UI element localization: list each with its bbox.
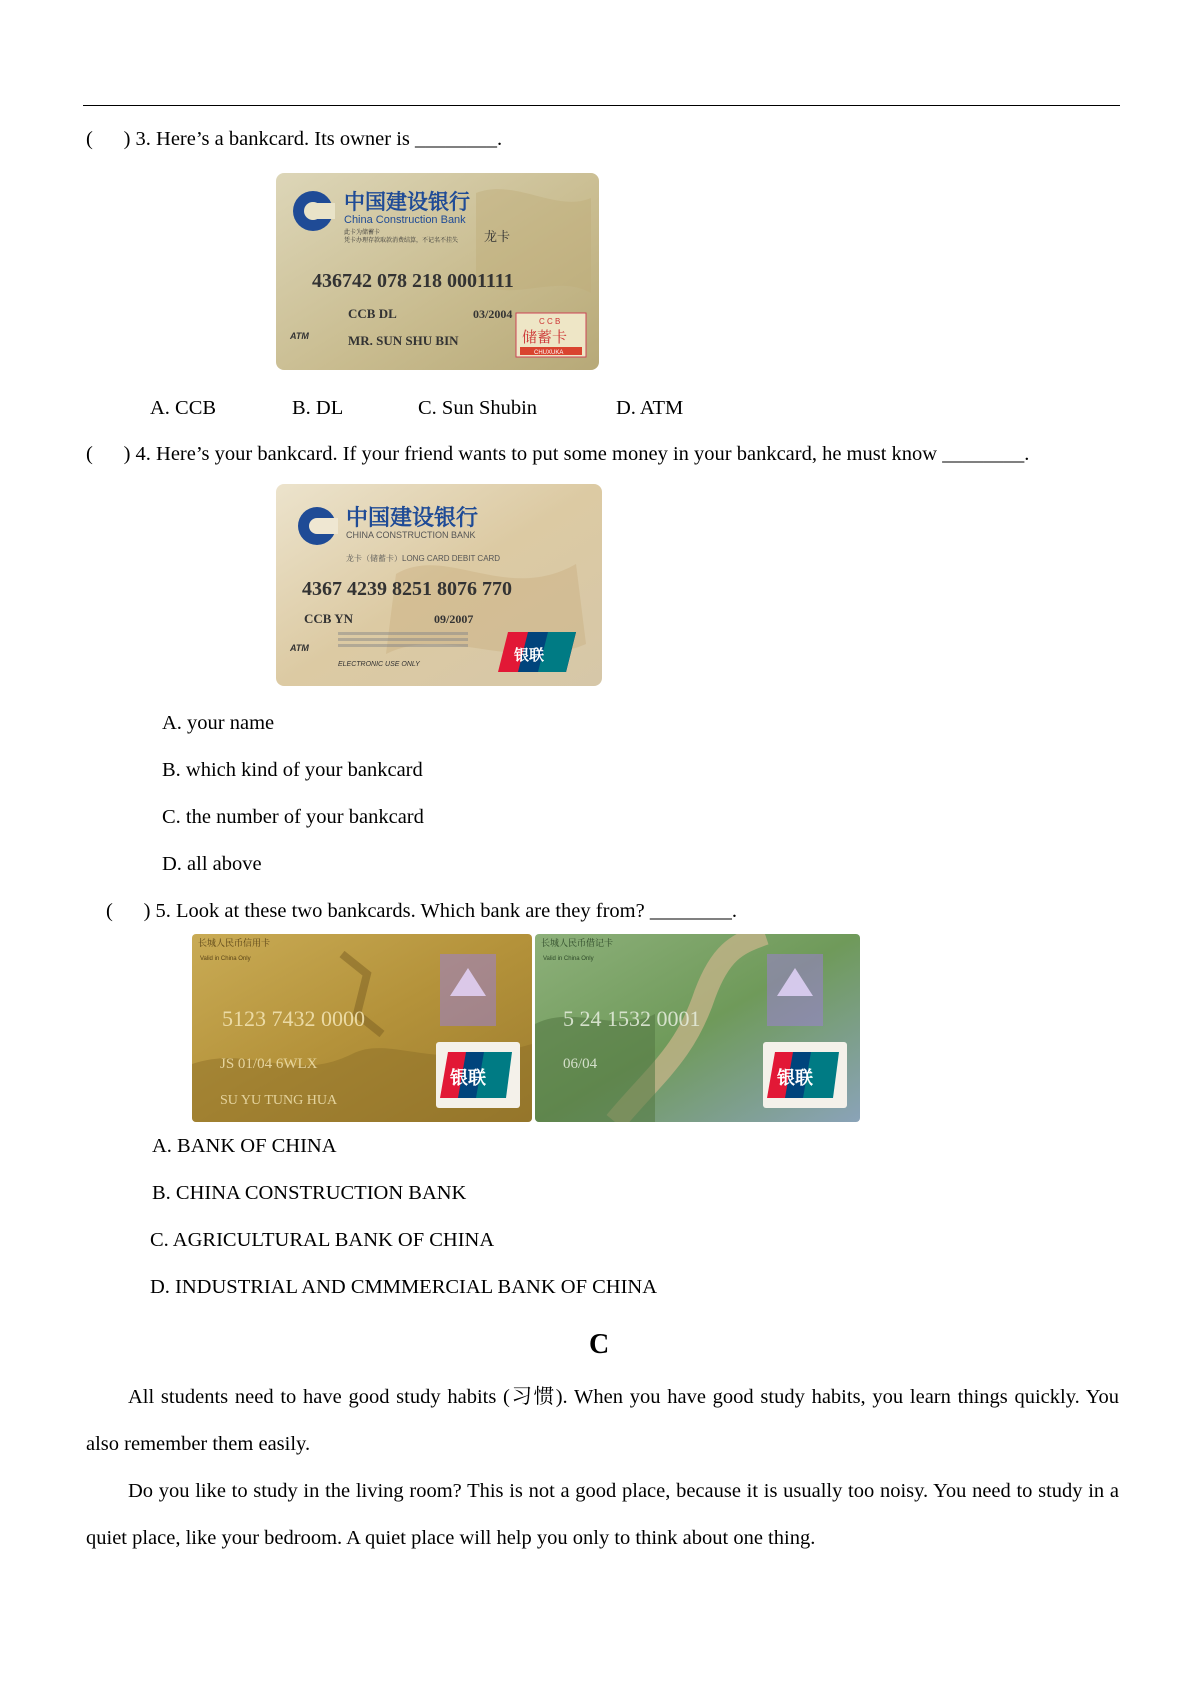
- question-4-prompt: ( ) 4. Here’s your bankcard. If your friend wants to put some money in your bankcard, he must know ________.: [86, 443, 1030, 465]
- card-small-line-1: 此卡为储蓄卡: [344, 230, 381, 236]
- header-rule: [83, 105, 1120, 106]
- svg-text:CHUXUKA: CHUXUKA: [534, 350, 564, 356]
- card-atm: ATM: [290, 331, 309, 341]
- card-code: CCB YN: [304, 611, 353, 626]
- q3-option-d: D. ATM: [616, 397, 684, 419]
- q5-option-a: A. BANK OF CHINA: [152, 1135, 337, 1157]
- unionpay-logo: [498, 632, 576, 672]
- svg-text:银联: 银联: [450, 1068, 486, 1088]
- svg-text:长城人民币信用卡: 长城人民币信用卡: [198, 938, 271, 948]
- card-bank-en: China Construction Bank: [344, 214, 466, 226]
- svg-text:银联: 银联: [777, 1068, 813, 1088]
- svg-text:JS 01/04 6WLX: JS 01/04 6WLX: [220, 1056, 318, 1072]
- svg-text:C C B: C C B: [539, 317, 561, 326]
- card-date: 03/2004: [473, 307, 513, 321]
- q4-option-b: B. which kind of your bankcard: [162, 759, 423, 781]
- svg-text:储蓄卡: 储蓄卡: [522, 329, 568, 346]
- card-date: 09/2007: [434, 612, 474, 626]
- card-product: 龙卡: [484, 229, 511, 244]
- card-number: 436742 078 218 0001111: [312, 270, 514, 292]
- svg-text:06/04: 06/04: [563, 1056, 598, 1072]
- q4-option-a: A. your name: [162, 712, 275, 734]
- svg-text:5 24 1532 0001: 5 24 1532 0001: [563, 1006, 701, 1031]
- q4-option-d: D. all above: [162, 853, 262, 875]
- svg-text:SU YU TUNG HUA: SU YU TUNG HUA: [220, 1093, 338, 1108]
- svg-text:银联: 银联: [514, 647, 545, 664]
- question-5-prompt: ( ) 5. Look at these two bankcards. Which bank are they from? ________.: [106, 900, 737, 922]
- card-bank-cn: 中国建设银行: [346, 505, 479, 530]
- q3-option-c: C. Sun Shubin: [418, 397, 538, 419]
- card-bank-cn: 中国建设银行: [344, 191, 470, 214]
- section-heading: C: [589, 1329, 610, 1360]
- great-wall-credit-card-image: [192, 934, 532, 1122]
- card-number: 4367 4239 8251 8076 770: [302, 578, 512, 600]
- passage-paragraph-1: All students need to have good study habits (习惯). When you have good study habits, you learn things quickly. You also remember them easily.: [86, 1386, 1119, 1455]
- svg-text:Valid in China Only: Valid in China Only: [543, 956, 594, 962]
- passage-paragraph-2: Do you like to study in the living room? This is not a good place, because it is usually too noisy. You need to study in a quiet place, like your bedroom. A quiet place will help you only to think about one thing.: [86, 1480, 1119, 1549]
- great-wall-debit-card-image: [535, 934, 860, 1122]
- card-footer: ELECTRONIC USE ONLY: [338, 661, 420, 668]
- q3-option-b: B. DL: [292, 397, 344, 419]
- q5-option-d: D. INDUSTRIAL AND CMMMERCIAL BANK OF CHINA: [150, 1276, 658, 1298]
- card-product: 龙卡（储蓄卡）LONG CARD DEBIT CARD: [346, 554, 501, 563]
- question-3-prompt: ( ) 3. Here’s a bankcard. Its owner is ________.: [86, 128, 503, 150]
- q5-option-c: C. AGRICULTURAL BANK OF CHINA: [150, 1229, 495, 1251]
- ccb-bankcard-image-q3: [276, 173, 599, 370]
- svg-text:Valid in China Only: Valid in China Only: [200, 956, 251, 962]
- card-small-line-2: 凭卡办理存款取款消费结算，不记名不挂失: [344, 238, 459, 244]
- unionpay-logo: [436, 1042, 520, 1108]
- card-atm: ATM: [290, 643, 309, 653]
- card-code: CCB DL: [348, 306, 397, 321]
- unionpay-logo: [763, 1042, 847, 1108]
- svg-text:5123 7432 0000: 5123 7432 0000: [222, 1006, 365, 1031]
- card-holder: MR. SUN SHU BIN: [348, 333, 459, 348]
- q4-option-c: C. the number of your bankcard: [162, 806, 424, 828]
- card-bank-en: CHINA CONSTRUCTION BANK: [346, 530, 476, 540]
- q3-option-a: A. CCB: [150, 397, 217, 419]
- savings-card-badge: [516, 313, 586, 357]
- q5-option-b: B. CHINA CONSTRUCTION BANK: [152, 1182, 467, 1204]
- svg-text:长城人民币借记卡: 长城人民币借记卡: [541, 938, 614, 948]
- ccb-bankcard-image-q4: [276, 484, 602, 686]
